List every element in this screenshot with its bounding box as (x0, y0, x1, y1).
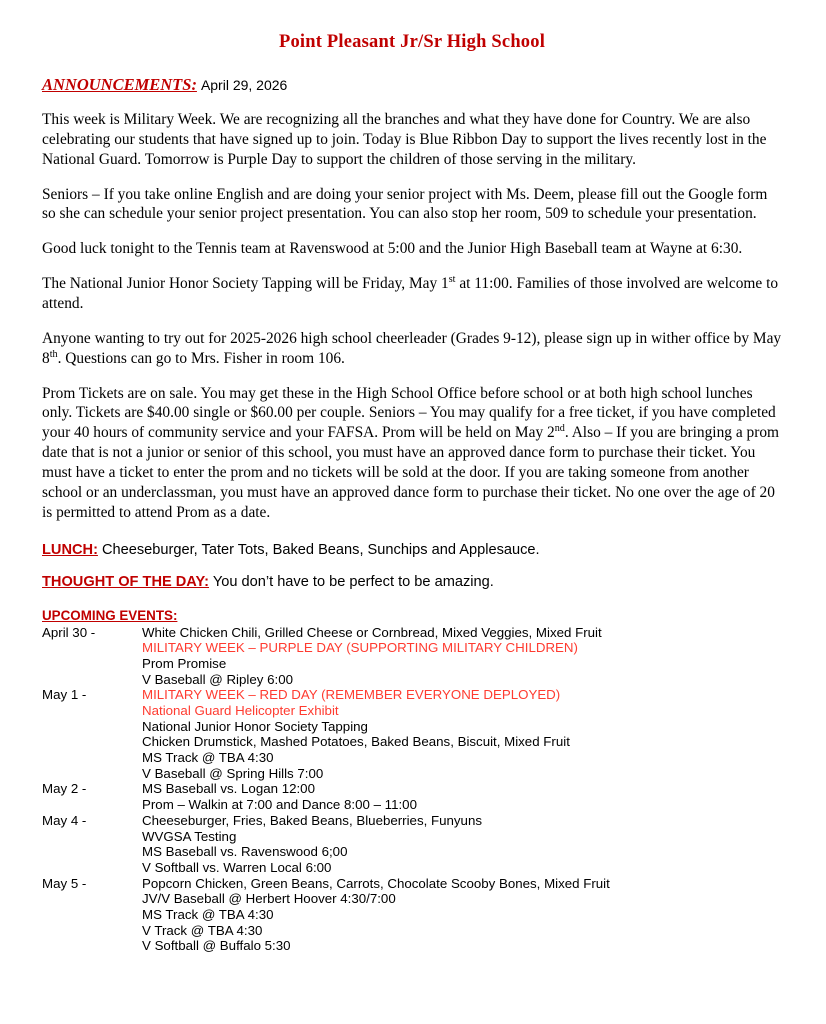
event-line: Prom Promise (142, 655, 227, 671)
event-date: April 30 - (42, 624, 96, 640)
paragraph-good-luck: Good luck tonight to the Tennis team at Ravenswood at 5:00 and the Junior High Baseball team at Wayne at 6:30. (42, 240, 743, 258)
table-row (42, 813, 782, 876)
event-line: MS Track @ TBA 4:30 (142, 750, 274, 766)
event-date: May 2 - (42, 781, 87, 797)
event-line: National Junior Honor Society Tapping (142, 718, 368, 734)
event-lines (142, 781, 782, 812)
event-line: White Chicken Chili, Grilled Cheese or Cornbread, Mixed Veggies, Mixed Fruit (142, 624, 602, 640)
event-line: JV/V Baseball @ Herbert Hoover 4:30/7:00 (142, 891, 396, 907)
event-line: V Softball vs. Warren Local 6:00 (142, 859, 332, 875)
event-line: MILITARY WEEK – RED DAY (REMEMBER EVERYONE DEPLOYED) (142, 687, 561, 703)
event-line: Cheeseburger, Fries, Baked Beans, Blueberries, Funyuns (142, 812, 482, 828)
event-line: V Baseball @ Spring Hills 7:00 (142, 765, 324, 781)
upcoming-events-table (42, 625, 782, 954)
prom-text-part2: . Also – If you are bringing a prom date that is not a junior or senior of this school, you must have an approved dance form to purchase their ticket. You must have a ticket to enter the prom and no tickets will be sold at the door. If you are taking someone from another school or an underclassman, you must have an approved dance form to purchase their ticket. No one over the age of 20 is permitted to attend Prom as a date. (42, 424, 779, 521)
event-line: WVGSA Testing (142, 828, 237, 844)
event-line: Popcorn Chicken, Green Beans, Carrots, Chocolate Scooby Bones, Mixed Fruit (142, 875, 610, 891)
announcements-header (42, 75, 782, 95)
event-date: May 5 - (42, 875, 87, 891)
event-line: MILITARY WEEK – PURPLE DAY (SUPPORTING MILITARY CHILDREN) (142, 640, 578, 656)
prom-text-part1: Prom Tickets are on sale. You may get these in the High School Office before school or at both high school lunches only. Tickets are $40.00 single or $60.00 per couple. Seniors – You may qualify for a free ticket, if you have completed your 40 hours of community service and your FAFSA. Prom will be held on May 2 (42, 384, 776, 442)
paragraph-njhs (42, 274, 782, 314)
thought-label: THOUGHT OF THE DAY: (42, 573, 210, 590)
page-title: Point Pleasant Jr/Sr High School (278, 32, 546, 52)
event-line: MS Track @ TBA 4:30 (142, 906, 274, 922)
lunch-text: Cheeseburger, Tater Tots, Baked Beans, Sunchips and Applesauce. (102, 541, 540, 558)
thought-of-the-day-section (42, 574, 782, 590)
event-line: Prom – Walkin at 7:00 and Dance 8:00 – 11:00 (142, 797, 417, 813)
event-date: May 4 - (42, 812, 87, 828)
event-lines (142, 687, 782, 781)
thought-text: You don’t have to be perfect to be amazing. (212, 573, 494, 590)
cheer-text-part1: Anyone wanting to try out for 2025-2026 high school cheerleader (Grades 9-12), please sign up in wither office by May 8 (42, 329, 782, 367)
cheer-ordinal: th (49, 348, 58, 360)
table-row (42, 781, 782, 812)
event-lines (142, 813, 782, 876)
event-line: V Track @ TBA 4:30 (142, 922, 263, 938)
events-body (42, 625, 782, 954)
paragraph-seniors-english: Seniors – If you take online English and are doing your senior project with Ms. Deem, please fill out the Google form so she can schedule your senior project presentation. You can also stop her room, 509 to schedule your presentation. (42, 185, 768, 223)
announcements-label: ANNOUNCEMENTS: (42, 75, 197, 94)
paragraph-prom (42, 384, 782, 523)
table-row (42, 687, 782, 781)
cheer-text-part2: . Questions can go to Mrs. Fisher in room 106. (57, 349, 345, 367)
event-line: MS Baseball vs. Logan 12:00 (142, 781, 315, 797)
event-lines (142, 625, 782, 688)
event-line: National Guard Helicopter Exhibit (142, 703, 339, 719)
event-line: MS Baseball vs. Ravenswood 6;00 (142, 844, 348, 860)
event-line: V Baseball @ Ripley 6:00 (142, 671, 293, 687)
paragraph-military-week: This week is Military Week. We are recognizing all the branches and what they have done for Country. We are also celebrating our students that have signed up to join. Today is Blue Ribbon Day to support the lives recently lost in the National Guard. Tomorrow is Purple Day to support the children of those serving in the military. (42, 111, 767, 168)
paragraph-cheerleader (42, 329, 782, 369)
table-row (42, 625, 782, 688)
event-line: Chicken Drumstick, Mashed Potatoes, Baked Beans, Biscuit, Mixed Fruit (142, 734, 570, 750)
prom-ordinal: nd (554, 423, 565, 435)
upcoming-events-label: UPCOMING EVENTS: (42, 607, 178, 623)
lunch-label: LUNCH: (42, 541, 98, 558)
announcements-date: April 29, 2026 (200, 77, 288, 93)
event-date: May 1 - (42, 687, 87, 703)
njhs-text-part1: The National Junior Honor Society Tapping will be Friday, May 1 (42, 275, 449, 293)
njhs-text-part2: at 11:00. Families of those involved are welcome to attend. (42, 275, 779, 313)
event-lines (142, 876, 782, 954)
event-line: V Softball @ Buffalo 5:30 (142, 938, 291, 954)
lunch-section (42, 542, 782, 558)
table-row (42, 876, 782, 954)
njhs-ordinal: st (448, 274, 456, 286)
